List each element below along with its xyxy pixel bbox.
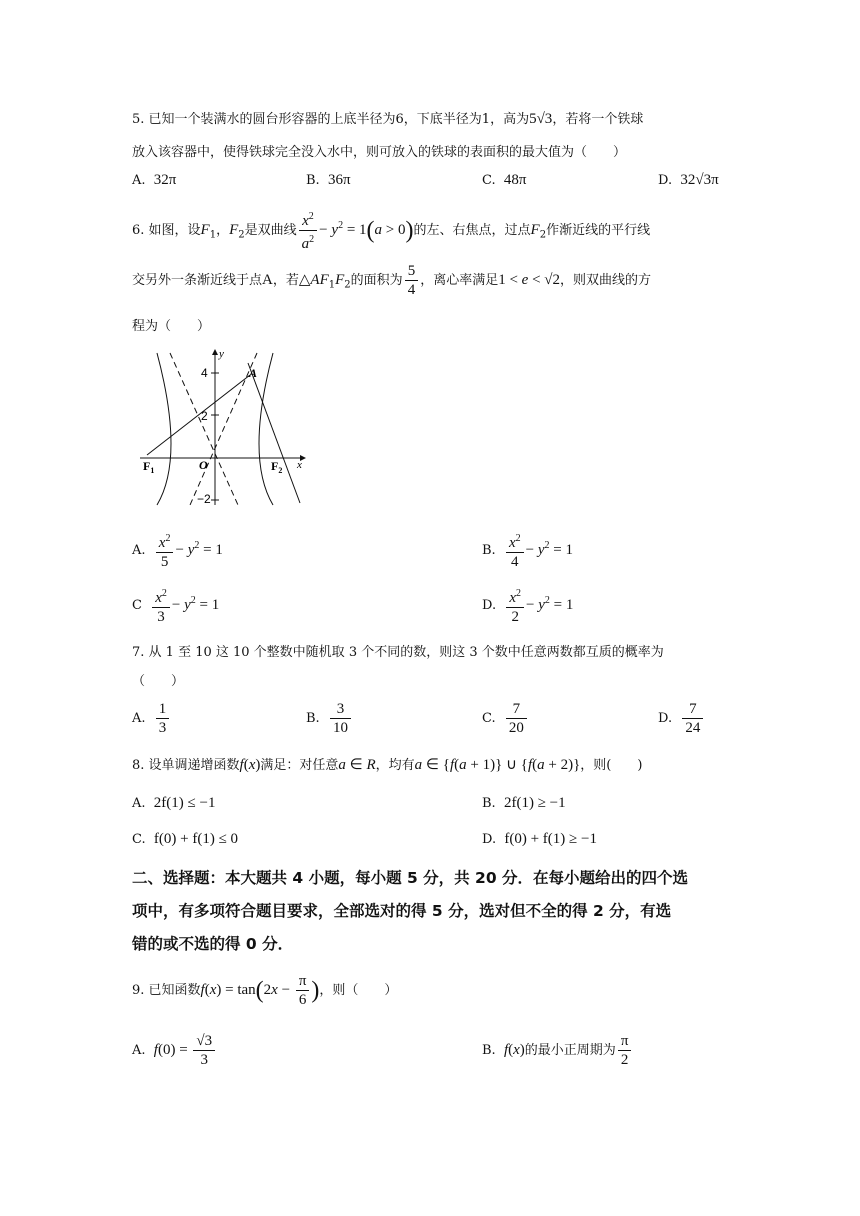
- label-f1: $F_1$: [143, 459, 155, 475]
- q5-line2: 放入该容器中，使得铁球完全没入水中，则可放入的铁球的表面积的最大值为（ ）: [132, 145, 627, 160]
- label-2: 2: [201, 409, 208, 423]
- label-y: y: [219, 348, 224, 360]
- label-a: A: [249, 366, 258, 380]
- q6-option-b[interactable]: B. $\frac{x^2}{4}$ − $y^2 = 1$: [482, 530, 573, 571]
- label-f2: $F_2$: [271, 459, 283, 475]
- label-neg2: −2: [197, 492, 211, 506]
- q6-line3: 程为（ ）: [132, 319, 211, 334]
- q6-option-d[interactable]: D. $\frac{x^2}{2}$ − $y^2 = 1$: [482, 585, 573, 626]
- q6-option-a[interactable]: A. $\frac{x^2}{5}$ − $y^2 = 1$: [132, 530, 223, 571]
- q8-option-a[interactable]: A. 2f(1) ≤ −1: [132, 795, 216, 811]
- q9-line1: 9. 已知函数f(x) = tan(2x − $\frac{\pi}{6}$ )，则（ ）: [132, 973, 398, 1008]
- q5-option-c[interactable]: C. 48π: [482, 172, 527, 188]
- label-x: x: [297, 459, 302, 471]
- line-f2-a: [248, 363, 300, 503]
- q6-line1: 6. 如图，设$F_1$，$F_2$是双曲线 $\frac{x^2}{a^2}$ − $y^2 = 1(a > 0)$的左、右焦点，过点$F_2$作渐近线的平行线: [132, 206, 650, 256]
- q5-option-d[interactable]: D. 32√3π: [658, 172, 719, 188]
- q8-line1: 8. 设单调递增函数f(x)满足：对任意a ∈ R，均有a ∈ {f(a + 1)} ∪ {f(a + 2)}，则( ): [132, 757, 643, 773]
- q8-option-d[interactable]: D. f(0) + f(1) ≥ −1: [482, 831, 597, 847]
- q8-option-b[interactable]: B. 2f(1) ≥ −1: [482, 795, 566, 811]
- q8-option-c[interactable]: C. f(0) + f(1) ≤ 0: [132, 831, 239, 847]
- q7-line1: 7. 从 1 至 10 这 10 个整数中随机取 3 个不同的数，则这 3 个数中任意两数都互质的概率为: [132, 645, 664, 660]
- q9-option-b[interactable]: B. f(x)的最小正周期为 $\frac{\pi}{2}$: [482, 1032, 633, 1069]
- hyperbola-right-branch: [259, 353, 273, 505]
- q5-option-b[interactable]: B. 36π: [306, 172, 351, 188]
- q9-option-a[interactable]: A. f(0) = $\frac{√3}{3}$: [132, 1032, 217, 1069]
- q7-line2: （ ）: [132, 674, 185, 689]
- q6-option-c[interactable]: C $\frac{x^2}{3}$ − $y^2 = 1$: [132, 585, 219, 626]
- q5-option-a[interactable]: A. 32π: [132, 172, 177, 188]
- q5-line1: 5. 已知一个装满水的圆台形容器的上底半径为6，下底半径为1，高为5√3，若将一个铁球: [132, 111, 644, 127]
- hyperbola-figure: [135, 345, 310, 510]
- line-f1-a: [147, 375, 250, 455]
- q7-option-a[interactable]: A. $\frac{1}{3}$: [132, 700, 171, 737]
- section-2-heading: 二、选择题：本大题共 4 小题，每小题 5 分，共 20 分．在每小题给出的四个选 项中，有多项符合题目要求，全部选对的得 5 分，选对但不全的得 2 分，有选 错的或不选的得 0 分．: [132, 869, 689, 953]
- q7-option-d[interactable]: D. $\frac{7}{24}$: [658, 700, 705, 737]
- q6-line2: 交另外一条渐近线于点A，若$\triangle AF_1F_2$的面积为 $\frac{5}{4}$ ，离心率满足1 < e < √2，则双曲线的方: [132, 263, 652, 298]
- hyperbola-left-branch: [157, 353, 171, 505]
- label-4: 4: [201, 366, 208, 380]
- q7-option-c[interactable]: C. $\frac{7}{20}$: [482, 700, 529, 737]
- q5-height-value: 5√3: [529, 111, 553, 127]
- q7-option-b[interactable]: B. $\frac{3}{10}$: [306, 700, 353, 737]
- label-o: O: [199, 458, 208, 472]
